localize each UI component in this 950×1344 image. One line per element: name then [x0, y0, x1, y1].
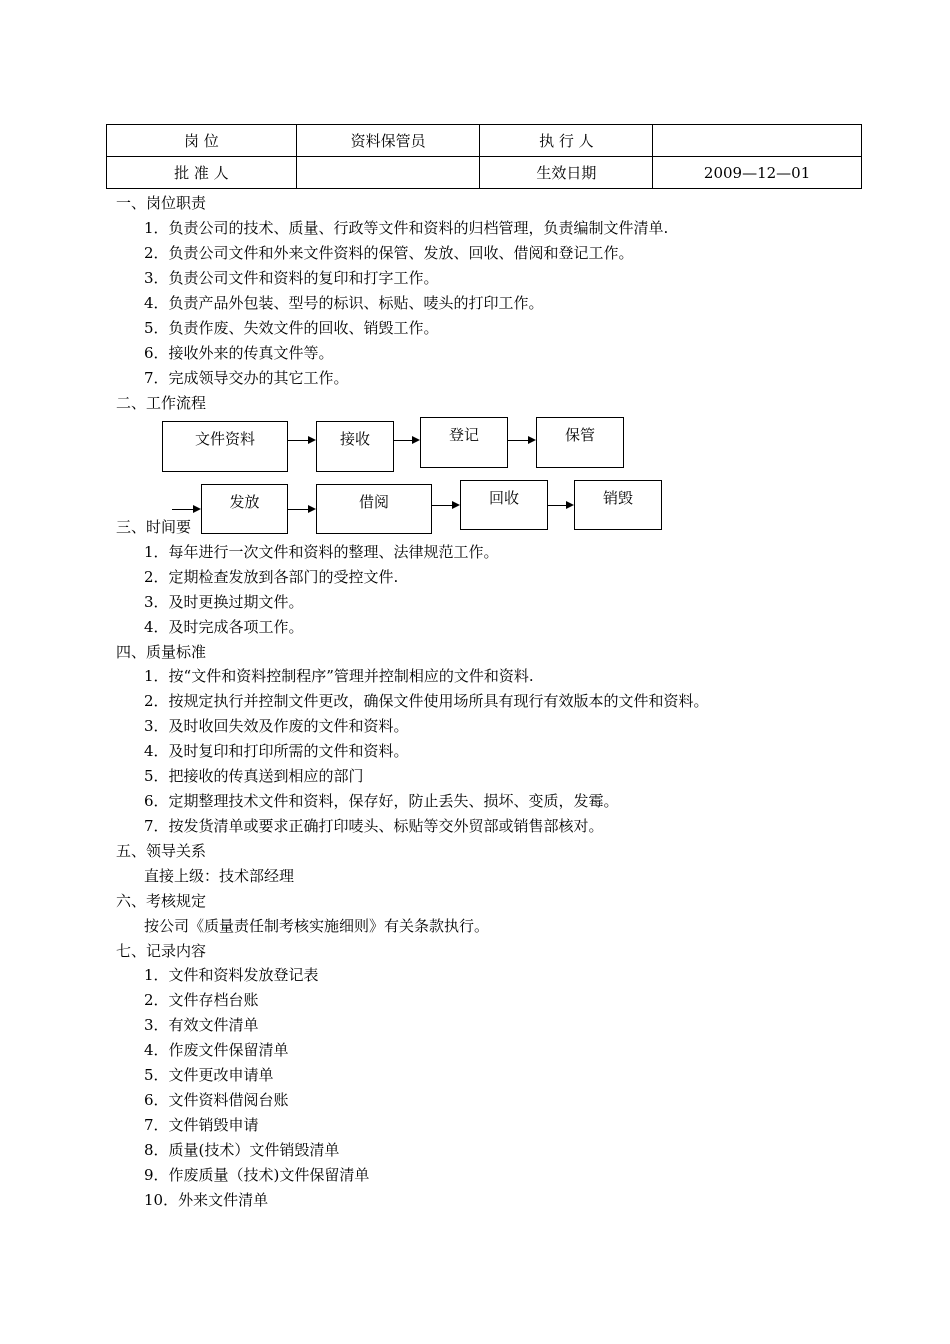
list-item: 1．按“文件和资料控制程序”管理并控制相应的文件和资料. [144, 667, 534, 685]
list-item: 3．及时更换过期文件。 [144, 593, 304, 611]
flow-arrow [288, 509, 314, 510]
list-item: 直接上级：技术部经理 [144, 867, 295, 885]
list-item: 7．文件销毁申请 [144, 1116, 259, 1134]
effective-date-label: 生效日期 [480, 157, 653, 189]
list-item: 1．文件和资料发放登记表 [144, 966, 319, 984]
list-item: 6．定期整理技术文件和资料，保存好，防止丢失、损坏、变质，发霉。 [144, 792, 619, 810]
section-title: 五、领导关系 [116, 842, 207, 860]
flow-step: 接收 [316, 421, 394, 472]
list-item: 3．负责公司文件和资料的复印和打字工作。 [144, 269, 439, 287]
list-item: 5．文件更改申请单 [144, 1066, 274, 1084]
list-item: 5．负责作废、失效文件的回收、销毁工作。 [144, 319, 439, 337]
executor-label: 执 行 人 [480, 125, 653, 157]
effective-date-value: 2009—12—01 [653, 157, 862, 189]
list-item: 按公司《质量责任制考核实施细则》有关条款执行。 [144, 917, 490, 935]
section-title: 一、岗位职责 [116, 194, 207, 212]
flow-arrow [508, 440, 534, 441]
flow-step: 保管 [536, 417, 624, 468]
list-item: 1．负责公司的技术、质量、行政等文件和资料的归档管理，负责编制文件清单. [144, 219, 669, 237]
list-item: 2．定期检查发放到各部门的受控文件. [144, 568, 399, 586]
list-item: 6．文件资料借阅台账 [144, 1091, 289, 1109]
list-item: 2．负责公司文件和外来文件资料的保管、发放、回收、借阅和登记工作。 [144, 244, 634, 262]
list-item: 2．文件存档台账 [144, 991, 259, 1009]
position-value: 资料保管员 [296, 125, 480, 157]
executor-value [653, 125, 862, 157]
flow-step: 发放 [201, 484, 288, 534]
list-item: 8．质量(技术）文件销毁清单 [144, 1141, 340, 1159]
approver-label: 批 准 人 [107, 157, 297, 189]
list-item: 4．及时复印和打印所需的文件和资料。 [144, 742, 409, 760]
position-label: 岗 位 [107, 125, 297, 157]
section-title: 三、时间要 [116, 518, 192, 536]
list-item: 4．作废文件保留清单 [144, 1041, 289, 1059]
approver-value [296, 157, 480, 189]
flow-arrow [394, 440, 418, 441]
header-row [107, 157, 862, 189]
flow-step: 销毁 [574, 480, 662, 530]
list-item: 7．按发货清单或要求正确打印唛头、标贴等交外贸部或销售部核对。 [144, 817, 604, 835]
list-item: 9．作废质量（技术)文件保留清单 [144, 1166, 370, 1184]
list-item: 5．把接收的传真送到相应的部门 [144, 767, 364, 785]
header-table [106, 124, 862, 189]
flow-arrow [172, 509, 199, 510]
flow-step: 回收 [460, 480, 548, 530]
flow-arrow [548, 505, 572, 506]
section-title: 二、工作流程 [116, 394, 207, 412]
list-item: 7．完成领导交办的其它工作。 [144, 369, 349, 387]
flow-arrow [288, 440, 314, 441]
flow-step: 文件资料 [162, 421, 288, 472]
section-title: 七、记录内容 [116, 942, 207, 960]
list-item: 4．及时完成各项工作。 [144, 618, 304, 636]
section-title: 六、考核规定 [116, 892, 207, 910]
list-item: 3．及时收回失效及作废的文件和资料。 [144, 717, 409, 735]
flow-arrow [432, 505, 458, 506]
list-item: 3．有效文件清单 [144, 1016, 259, 1034]
list-item: 1．每年进行一次文件和资料的整理、法律规范工作。 [144, 543, 499, 561]
flow-step: 登记 [420, 417, 508, 468]
list-item: 2．按规定执行并控制文件更改，确保文件使用场所具有现行有效版本的文件和资料。 [144, 692, 709, 710]
header-row [107, 125, 862, 157]
flow-step: 借阅 [316, 484, 432, 534]
section-title: 四、质量标准 [116, 643, 207, 661]
list-item: 4．负责产品外包装、型号的标识、标贴、唛头的打印工作。 [144, 294, 544, 312]
list-item: 10．外来文件清单 [144, 1191, 269, 1209]
list-item: 6．接收外来的传真文件等。 [144, 344, 334, 362]
